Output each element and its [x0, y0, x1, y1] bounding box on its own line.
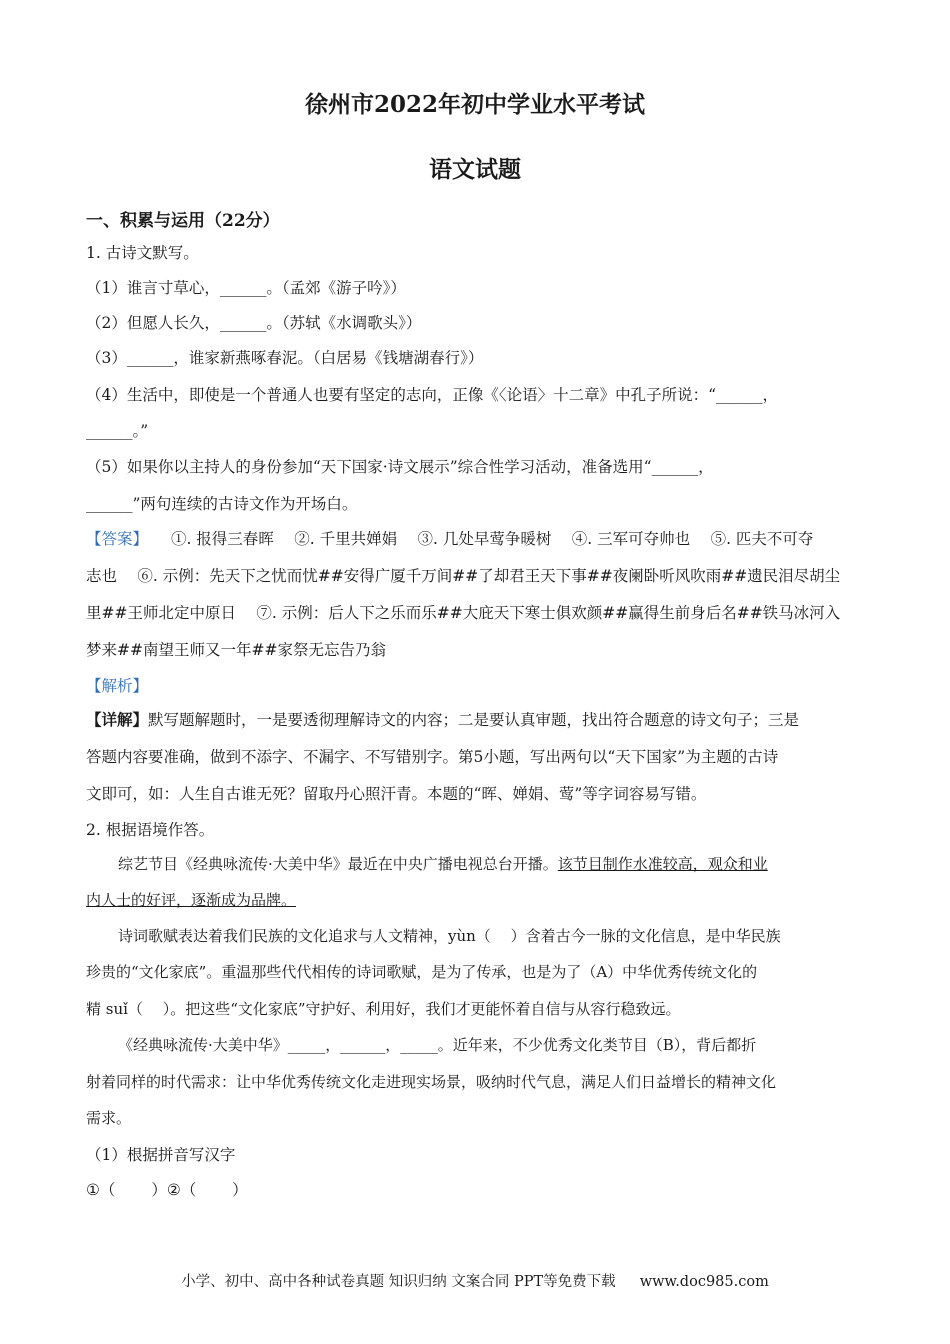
page-footer [0, 1270, 950, 1291]
question-1-item: （1）谁言寸草心，______。（孟郊《游子吟》） [86, 279, 406, 297]
detail-tag: 【详解】 [86, 710, 149, 729]
footer-site-link[interactable]: www.doc985.com [639, 1274, 769, 1290]
question-1-item: ______”两句连续的古诗文作为开场白。 [86, 495, 358, 513]
passage-line: 珍贵的“文化家底”。重温那些代代相传的诗词歌赋，是为了传承，也是为了（A）中华优秀传统文化的 [86, 963, 758, 981]
answer-line: 志也 ⑥. 示例：先天下之忧而忧##安得广厦千万间##了却君王天下事##夜阑卧听风吹雨##遗民泪尽胡尘 [86, 567, 841, 585]
question-1-item: （4）生活中，即使是一个普通人也要有坚定的志向，正像《〈论语〉十二章》中孔子所说：“______， [86, 386, 779, 404]
detail-line: 答题内容要准确，做到不添字、不漏字、不写错别字。第5小题，写出两句以“天下国家”为主题的古诗 [86, 748, 779, 766]
sub-question-1: （1）根据拼音写汉字 [86, 1146, 236, 1164]
detail-text: 默写题解题时，一是要透彻理解诗文的内容；二是要认真审题，找出符合题意的诗文句子；三是 [148, 711, 800, 729]
passage-text: 综艺节目《经典咏流传·大美中华》最近在中央广播电视总台开播。 [118, 855, 558, 873]
passage-line: 射着同样的时代需求：让中华优秀传统文化走进现实场景，吸纳时代气息，满足人们日益增长的精神文化 [86, 1073, 777, 1091]
answer-tag: 【答案】 [86, 530, 149, 548]
passage-paragraph-1 [118, 853, 878, 874]
detail-line [86, 708, 876, 730]
passage-paragraph-3: 《经典咏流传·大美中华》_____，______，_____。近年来，不少优秀文化类节目（B），背后都折 [118, 1036, 757, 1054]
question-1-item: （5）如果你以主持人的身份参加“天下国家·诗文展示”综合性学习活动，准备选用“______， [86, 458, 714, 476]
exam-subtitle: 语文试题 [429, 156, 521, 183]
detail-line: 文即可，如：人生自古谁无死？留取丹心照汗青。本题的“晖、婵娟、莺”等字词容易写错。 [86, 785, 707, 803]
exam-title: 徐州市2022年初中学业水平考试 [304, 91, 645, 118]
passage-line: 精 suǐ（ ）。把这些“文化家底”守护好、利用好，我们才更能怀着自信与从容行稳致远。 [86, 1000, 681, 1018]
question-2-stem: 2. 根据语境作答。 [86, 821, 215, 839]
answer-line [86, 527, 876, 549]
footer-text: 小学、初中、高中各种试卷真题 知识归纳 文案合同 PPT等免费下载 [181, 1274, 616, 1290]
question-1-item: （3）______，谁家新燕啄春泥。（白居易《钱塘湖春行》） [86, 349, 484, 367]
answer-line: 梦来##南望王师又一年##家祭无忘告乃翁 [86, 641, 386, 659]
passage-line: 需求。 [86, 1109, 132, 1127]
section-heading: 一、积累与运用（22分） [86, 211, 280, 231]
underlined-sentence: 内人士的好评，逐渐成为品牌。 [86, 891, 297, 909]
question-1-item: ______。” [86, 422, 149, 440]
answer-blanks: ①（ ）②（ ） [86, 1181, 248, 1199]
analysis-tag: 【解析】 [86, 677, 149, 695]
answer-text: ①. 报得三春晖 ②. 千里共婵娟 ③. 几处早莺争暖树 ④. 三军可夺帅也 ⑤. 匹夫不可夺 [170, 530, 814, 548]
answer-line: 里##王师北定中原日 ⑦. 示例：后人下之乐而乐##大庇天下寒士俱欢颜##赢得生前身后名##铁马冰河入 [86, 604, 841, 622]
question-1-item: （2）但愿人长久，______。（苏轼《水调歌头》） [86, 314, 422, 332]
underlined-sentence: 该节目制作水准较高，观众和业 [557, 855, 768, 873]
passage-paragraph-2: 诗词歌赋表达着我们民族的文化追求与人文精神，yùn（ ）含着古今一脉的文化信息，是中华民族 [118, 927, 781, 945]
question-1-stem: 1. 古诗文默写。 [86, 244, 199, 262]
